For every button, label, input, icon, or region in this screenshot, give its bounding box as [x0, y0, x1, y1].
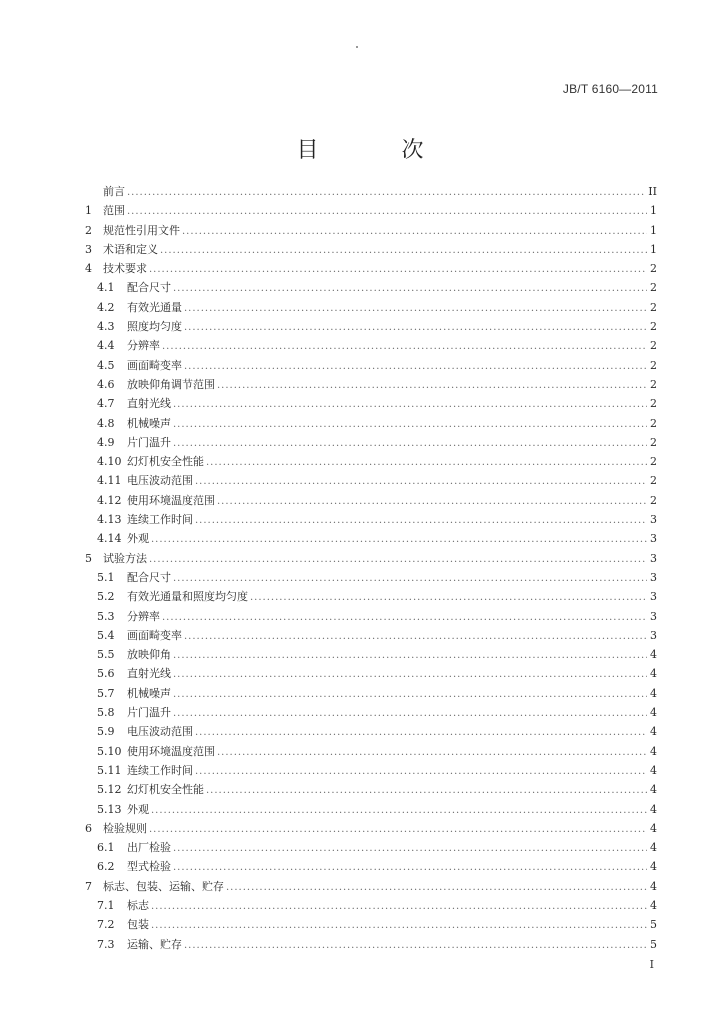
toc-entry-page: 4 [650, 802, 657, 816]
toc-entry-number: 5.12 [97, 783, 122, 797]
toc-entry[interactable] [85, 761, 657, 780]
toc-entry-page: 3 [650, 570, 657, 584]
toc-leader-dots [250, 588, 647, 607]
toc-entry[interactable] [85, 182, 657, 201]
toc-entry-page: 1 [650, 223, 657, 237]
toc-entry-page: 2 [650, 435, 657, 449]
toc-entry-number: 4.8 [97, 416, 115, 430]
toc-entry-page: 1 [650, 204, 657, 218]
toc-entry[interactable] [85, 800, 657, 819]
toc-entry[interactable] [85, 877, 657, 896]
toc-entry[interactable] [85, 375, 657, 394]
toc-entry-label: 标志、包装、运输、贮存 [103, 879, 224, 893]
toc-entry-label: 范围 [103, 204, 125, 218]
toc-entry-number: 7.3 [97, 937, 115, 951]
toc-entry-label: 检验规则 [103, 821, 147, 835]
toc-entry-page: 4 [650, 667, 657, 681]
toc-entry-number: 5.7 [97, 686, 115, 700]
toc-entry-label: 放映仰角调节范围 [127, 377, 215, 391]
toc-leader-dots [184, 299, 647, 318]
toc-leader-dots [217, 376, 647, 395]
toc-entry-label: 幻灯机安全性能 [127, 783, 204, 797]
toc-leader-dots [160, 241, 647, 260]
toc-entry[interactable] [85, 684, 657, 703]
toc-entry[interactable] [85, 857, 657, 876]
toc-entry[interactable] [85, 626, 657, 645]
toc-entry-page: 5 [650, 937, 657, 951]
toc-entry-page: 2 [650, 281, 657, 295]
toc-entry[interactable] [85, 298, 657, 317]
toc-entry-page: 2 [650, 455, 657, 469]
toc-entry-number: 4.1 [97, 281, 115, 295]
toc-entry[interactable] [85, 607, 657, 626]
toc-leader-dots [151, 801, 647, 820]
toc-entry[interactable] [85, 645, 657, 664]
page-title: 目 次 [296, 138, 462, 163]
toc-entry-label: 前言 [103, 185, 125, 198]
toc-entry-page: 4 [650, 860, 657, 874]
toc-leader-dots [173, 415, 647, 434]
toc-entry-number: 7 [85, 879, 92, 893]
toc-entry-label: 分辨率 [127, 609, 160, 623]
toc-entry-number: 4.10 [97, 455, 122, 469]
toc-leader-dots [173, 839, 647, 858]
toc-leader-dots [206, 781, 647, 800]
toc-entry-number: 5.6 [97, 667, 115, 681]
toc-entry-number: 7.1 [97, 898, 115, 912]
toc-entry-label: 幻灯机安全性能 [127, 455, 204, 469]
toc-entry-number: 5.13 [97, 802, 122, 816]
toc-leader-dots [195, 723, 647, 742]
toc-entry-number: 6.1 [97, 841, 115, 855]
toc-entry-number: 5.3 [97, 609, 115, 623]
toc-entry-page: 2 [650, 339, 657, 353]
toc-entry[interactable] [85, 221, 657, 240]
toc-entry-label: 分辨率 [127, 339, 160, 353]
toc-entry-number: 4.6 [97, 377, 115, 391]
toc-entry-page: 1 [650, 242, 657, 256]
toc-entry[interactable] [85, 336, 657, 355]
toc-entry-page: 2 [650, 320, 657, 334]
toc-entry-page: 4 [650, 686, 657, 700]
toc-entry-label: 运输、贮存 [127, 937, 182, 951]
toc-entry-number: 5 [85, 551, 92, 565]
toc-entry-number: 6.2 [97, 860, 115, 874]
toc-entry-number: 5.9 [97, 725, 115, 739]
toc-entry[interactable] [85, 201, 657, 220]
toc-entry-number: 4.2 [97, 300, 115, 314]
toc-leader-dots [162, 608, 647, 627]
toc-entry-page: 2 [650, 474, 657, 488]
toc-entry-label: 连续工作时间 [127, 513, 193, 527]
toc-leader-dots [173, 279, 647, 298]
toc-entry[interactable] [85, 452, 657, 471]
toc-entry-number: 3 [85, 242, 92, 256]
toc-entry-label: 放映仰角 [127, 648, 171, 662]
toc-entry[interactable] [85, 278, 657, 297]
toc-entry-page: 4 [650, 763, 657, 777]
toc-leader-dots [173, 569, 647, 588]
toc-entry[interactable] [85, 356, 657, 375]
toc-entry-number: 4.9 [97, 435, 115, 449]
toc-leader-dots [184, 627, 647, 646]
toc-entry[interactable] [85, 896, 657, 915]
toc-leader-dots [127, 183, 646, 202]
toc-entry-page: 2 [650, 262, 657, 276]
toc-entry-label: 机械噪声 [127, 416, 171, 430]
toc-entry-label: 配合尺寸 [127, 281, 171, 295]
toc-leader-dots [173, 704, 647, 723]
toc-entry-label: 外观 [127, 532, 149, 546]
toc-entry[interactable] [85, 471, 657, 490]
toc-entry-label: 使用环境温度范围 [127, 744, 215, 758]
toc-entry-label: 技术要求 [103, 262, 147, 276]
toc-entry-page: 4 [650, 706, 657, 720]
toc-leader-dots [149, 550, 647, 569]
toc-entry[interactable] [85, 935, 657, 954]
toc-leader-dots [173, 858, 647, 877]
toc-leader-dots [195, 511, 647, 530]
toc-entry-number: 5.11 [97, 763, 122, 777]
toc-entry-number: 2 [85, 223, 92, 237]
toc-entry-label: 包装 [127, 918, 149, 932]
toc-entry[interactable] [85, 240, 657, 259]
toc-entry-label: 片门温升 [127, 435, 171, 449]
toc-entry-page: 3 [650, 532, 657, 546]
toc-entry[interactable] [85, 742, 657, 761]
toc-leader-dots [226, 878, 647, 897]
toc-entry[interactable] [85, 915, 657, 934]
toc-entry-number: 4.3 [97, 320, 115, 334]
toc-entry-label: 画面畸变率 [127, 358, 182, 372]
toc-entry-label: 机械噪声 [127, 686, 171, 700]
toc-entry-label: 电压波动范围 [127, 474, 193, 488]
toc-entry-page: 2 [650, 377, 657, 391]
toc-entry-label: 配合尺寸 [127, 570, 171, 584]
toc-entry-number: 4.4 [97, 339, 115, 353]
toc-entry-label: 照度均匀度 [127, 320, 182, 334]
toc-entry-page: 4 [650, 744, 657, 758]
toc-entry[interactable] [85, 838, 657, 857]
toc-entry-label: 使用环境温度范围 [127, 493, 215, 507]
toc-entry-number: 5.8 [97, 706, 115, 720]
toc-entry-page: 2 [650, 493, 657, 507]
toc-entry-label: 直射光线 [127, 667, 171, 681]
toc-entry-label: 画面畸变率 [127, 628, 182, 642]
toc-entry-label: 术语和定义 [103, 242, 158, 256]
table-of-contents [85, 182, 657, 954]
toc-leader-dots [217, 492, 647, 511]
toc-entry-label: 直射光线 [127, 397, 171, 411]
toc-entry-page: 3 [650, 513, 657, 527]
toc-leader-dots [173, 434, 647, 453]
toc-entry[interactable] [85, 703, 657, 722]
toc-entry[interactable] [85, 780, 657, 799]
toc-entry[interactable] [85, 414, 657, 433]
toc-entry-number: 4.5 [97, 358, 115, 372]
toc-leader-dots [195, 472, 647, 491]
toc-entry-page: 2 [650, 358, 657, 372]
toc-entry-page: 3 [650, 628, 657, 642]
toc-entry-page: 3 [650, 551, 657, 565]
toc-entry-page: 5 [650, 918, 657, 932]
toc-leader-dots [151, 916, 647, 935]
toc-leader-dots [184, 357, 647, 376]
toc-entry-label: 连续工作时间 [127, 763, 193, 777]
toc-entry-label: 出厂检验 [127, 841, 171, 855]
toc-entry-label: 试验方法 [103, 551, 147, 565]
toc-entry-page: 3 [650, 609, 657, 623]
toc-leader-dots [173, 395, 647, 414]
toc-entry-label: 型式检验 [127, 860, 171, 874]
toc-entry-number: 6 [85, 821, 92, 835]
toc-entry[interactable] [85, 433, 657, 452]
toc-entry-number: 4.7 [97, 397, 115, 411]
toc-entry-page: 3 [650, 590, 657, 604]
toc-leader-dots [127, 202, 647, 221]
toc-entry[interactable] [85, 317, 657, 336]
toc-entry-label: 标志 [127, 898, 149, 912]
toc-entry[interactable] [85, 510, 657, 529]
toc-entry-page: 4 [650, 725, 657, 739]
toc-entry[interactable] [85, 259, 657, 278]
toc-entry-page: 4 [650, 879, 657, 893]
toc-entry-number: 1 [85, 204, 92, 218]
toc-leader-dots [184, 936, 647, 955]
toc-entry-label: 规范性引用文件 [103, 223, 180, 237]
toc-entry-number: 4.11 [97, 474, 122, 488]
toc-leader-dots [173, 685, 647, 704]
toc-leader-dots [149, 820, 647, 839]
toc-entry-page: 2 [650, 300, 657, 314]
toc-entry-number: 7.2 [97, 918, 115, 932]
toc-entry[interactable] [85, 529, 657, 548]
toc-leader-dots [151, 530, 647, 549]
toc-leader-dots [195, 762, 647, 781]
toc-entry[interactable] [85, 568, 657, 587]
toc-leader-dots [217, 743, 647, 762]
toc-entry[interactable] [85, 491, 657, 510]
toc-entry[interactable] [85, 819, 657, 838]
toc-entry-number: 4 [85, 262, 92, 276]
toc-entry-label: 外观 [127, 802, 149, 816]
toc-entry-page: 2 [650, 397, 657, 411]
toc-entry-number: 5.4 [97, 628, 115, 642]
toc-entry-number: 5.2 [97, 590, 115, 604]
scan-speck [356, 46, 358, 48]
toc-entry-number: 5.1 [97, 570, 115, 584]
toc-entry-number: 5.10 [97, 744, 122, 758]
toc-entry[interactable] [85, 394, 657, 413]
toc-entry-label: 有效光通量和照度均匀度 [127, 590, 248, 604]
toc-entry-number: 4.13 [97, 513, 122, 527]
toc-entry-label: 片门温升 [127, 706, 171, 720]
toc-leader-dots [162, 337, 647, 356]
toc-entry-page: 4 [650, 648, 657, 662]
toc-entry-number: 5.5 [97, 648, 115, 662]
toc-entry[interactable] [85, 722, 657, 741]
toc-entry-page: 4 [650, 783, 657, 797]
toc-entry-page: 2 [650, 416, 657, 430]
toc-leader-dots [151, 897, 647, 916]
toc-leader-dots [173, 665, 647, 684]
toc-leader-dots [182, 222, 647, 241]
page-number: I [649, 958, 654, 971]
toc-entry-page: 4 [650, 821, 657, 835]
toc-entry-page: 4 [650, 898, 657, 912]
toc-entry-number: 4.12 [97, 493, 122, 507]
toc-entry-label: 电压波动范围 [127, 725, 193, 739]
toc-entry-number: 4.14 [97, 532, 122, 546]
toc-entry-page: II [648, 185, 657, 198]
toc-entry[interactable] [85, 549, 657, 568]
toc-entry-page: 4 [650, 841, 657, 855]
toc-leader-dots [206, 453, 647, 472]
toc-entry-label: 有效光通量 [127, 300, 182, 314]
toc-entry[interactable] [85, 587, 657, 606]
standard-code: JB/T 6160—2011 [562, 82, 658, 96]
toc-leader-dots [173, 646, 647, 665]
toc-leader-dots [149, 260, 647, 279]
toc-entry[interactable] [85, 664, 657, 683]
toc-leader-dots [184, 318, 647, 337]
